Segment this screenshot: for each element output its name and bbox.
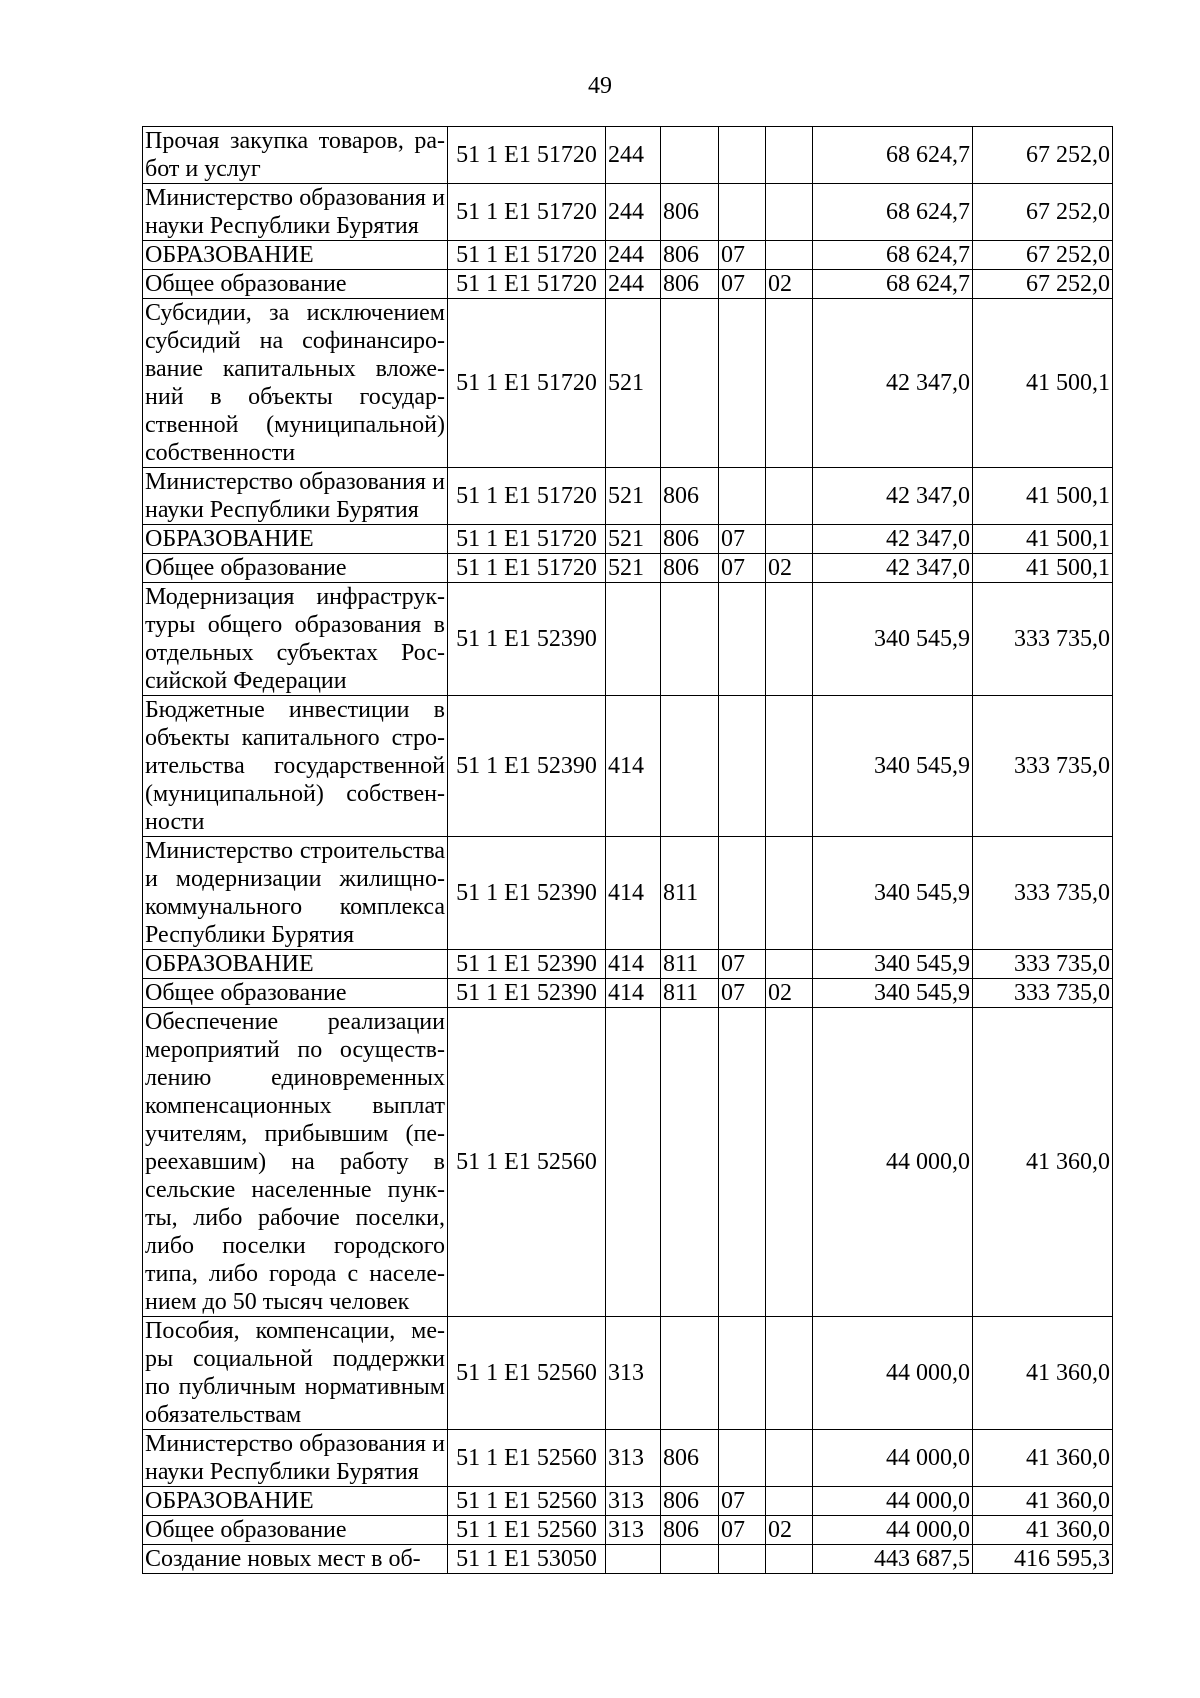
- section-code-cell: 07: [719, 1516, 766, 1545]
- table-row: [143, 184, 1113, 241]
- target-article-code-cell: 51 1 E1 52560: [448, 1430, 606, 1487]
- subsection-code-cell: 02: [766, 554, 813, 583]
- section-code-cell: [719, 184, 766, 241]
- table-row: [143, 1317, 1113, 1430]
- amount-year-2-cell: 41 500,1: [973, 554, 1113, 583]
- amount-year-1-cell: 68 624,7: [813, 270, 973, 299]
- table-row: [143, 1487, 1113, 1516]
- subsection-code-cell: [766, 468, 813, 525]
- row-name-cell: Министерство образования и науки Республики Бурятия: [143, 1430, 448, 1487]
- amount-year-2-cell: 67 252,0: [973, 241, 1113, 270]
- amount-year-1-cell: 340 545,9: [813, 696, 973, 837]
- section-code-cell: [719, 1545, 766, 1574]
- target-article-code-cell: 51 1 E1 52560: [448, 1317, 606, 1430]
- amount-year-1-cell: 42 347,0: [813, 468, 973, 525]
- row-name-cell: Бюджетные инвестиции в объекты капитального строительства государственной (муниципальной) собственности: [143, 696, 448, 837]
- target-article-code-cell: 51 1 E1 52390: [448, 979, 606, 1008]
- target-article-code-cell: 51 1 E1 52560: [448, 1516, 606, 1545]
- target-article-code-cell: 51 1 E1 51720: [448, 184, 606, 241]
- department-code-cell: 806: [661, 241, 719, 270]
- subsection-code-cell: 02: [766, 270, 813, 299]
- amount-year-1-cell: 44 000,0: [813, 1008, 973, 1317]
- subsection-code-cell: [766, 1545, 813, 1574]
- row-name-cell: Министерство образования и науки Республики Бурятия: [143, 184, 448, 241]
- section-code-cell: 07: [719, 270, 766, 299]
- department-code-cell: 806: [661, 184, 719, 241]
- amount-year-2-cell: 41 360,0: [973, 1008, 1113, 1317]
- table-row: [143, 979, 1113, 1008]
- expense-type-code-cell: 521: [606, 468, 661, 525]
- amount-year-1-cell: 340 545,9: [813, 950, 973, 979]
- subsection-code-cell: [766, 1317, 813, 1430]
- row-name-cell: Общее образование: [143, 979, 448, 1008]
- department-code-cell: 806: [661, 554, 719, 583]
- section-code-cell: 07: [719, 241, 766, 270]
- amount-year-1-cell: 443 687,5: [813, 1545, 973, 1574]
- amount-year-1-cell: 42 347,0: [813, 554, 973, 583]
- table-body: [143, 127, 1113, 1574]
- target-article-code-cell: 51 1 E1 53050: [448, 1545, 606, 1574]
- section-code-cell: 07: [719, 525, 766, 554]
- table-row: [143, 583, 1113, 696]
- table-row: [143, 299, 1113, 468]
- expense-type-code-cell: [606, 1545, 661, 1574]
- target-article-code-cell: 51 1 E1 52390: [448, 950, 606, 979]
- amount-year-2-cell: 41 500,1: [973, 525, 1113, 554]
- table-row: [143, 837, 1113, 950]
- section-code-cell: 07: [719, 1487, 766, 1516]
- section-code-cell: [719, 583, 766, 696]
- target-article-code-cell: 51 1 E1 52560: [448, 1008, 606, 1317]
- budget-table: [142, 126, 1113, 1574]
- table-row: [143, 1516, 1113, 1545]
- amount-year-2-cell: 41 500,1: [973, 468, 1113, 525]
- department-code-cell: [661, 127, 719, 184]
- subsection-code-cell: [766, 127, 813, 184]
- target-article-code-cell: 51 1 E1 51720: [448, 299, 606, 468]
- target-article-code-cell: 51 1 E1 52560: [448, 1487, 606, 1516]
- table-row: [143, 241, 1113, 270]
- amount-year-1-cell: 42 347,0: [813, 525, 973, 554]
- department-code-cell: 806: [661, 1430, 719, 1487]
- amount-year-1-cell: 340 545,9: [813, 837, 973, 950]
- expense-type-code-cell: 414: [606, 837, 661, 950]
- amount-year-2-cell: 67 252,0: [973, 184, 1113, 241]
- department-code-cell: [661, 299, 719, 468]
- subsection-code-cell: [766, 583, 813, 696]
- subsection-code-cell: [766, 837, 813, 950]
- section-code-cell: [719, 696, 766, 837]
- amount-year-1-cell: 68 624,7: [813, 241, 973, 270]
- amount-year-1-cell: 340 545,9: [813, 583, 973, 696]
- section-code-cell: [719, 1430, 766, 1487]
- section-code-cell: 07: [719, 950, 766, 979]
- department-code-cell: [661, 1317, 719, 1430]
- target-article-code-cell: 51 1 E1 51720: [448, 270, 606, 299]
- expense-type-code-cell: 521: [606, 525, 661, 554]
- amount-year-2-cell: 333 735,0: [973, 837, 1113, 950]
- row-name-cell: Общее образование: [143, 554, 448, 583]
- amount-year-2-cell: 41 500,1: [973, 299, 1113, 468]
- amount-year-1-cell: 340 545,9: [813, 979, 973, 1008]
- row-name-cell: ОБРАЗОВАНИЕ: [143, 1487, 448, 1516]
- expense-type-code-cell: 521: [606, 299, 661, 468]
- expense-type-code-cell: [606, 583, 661, 696]
- subsection-code-cell: [766, 241, 813, 270]
- expense-type-code-cell: [606, 1008, 661, 1317]
- target-article-code-cell: 51 1 E1 51720: [448, 468, 606, 525]
- amount-year-2-cell: 41 360,0: [973, 1516, 1113, 1545]
- expense-type-code-cell: 313: [606, 1430, 661, 1487]
- department-code-cell: 806: [661, 525, 719, 554]
- target-article-code-cell: 51 1 E1 52390: [448, 837, 606, 950]
- target-article-code-cell: 51 1 E1 51720: [448, 127, 606, 184]
- amount-year-1-cell: 44 000,0: [813, 1430, 973, 1487]
- expense-type-code-cell: 313: [606, 1516, 661, 1545]
- section-code-cell: [719, 299, 766, 468]
- subsection-code-cell: [766, 696, 813, 837]
- expense-type-code-cell: 313: [606, 1317, 661, 1430]
- row-name-cell: Обеспечение реализации мероприятий по осуществлению единовременных компенсационных выплат учителям, прибывшим (переехавшим) на работу в сельские населенные пункты, либо рабочие поселки, либо поселки городского типа, либо города с населением до 50 тысяч человек: [143, 1008, 448, 1317]
- amount-year-2-cell: 416 595,3: [973, 1545, 1113, 1574]
- row-name-cell: Прочая закупка товаров, работ и услуг: [143, 127, 448, 184]
- expense-type-code-cell: 521: [606, 554, 661, 583]
- section-code-cell: [719, 1317, 766, 1430]
- section-code-cell: [719, 127, 766, 184]
- section-code-cell: [719, 1008, 766, 1317]
- target-article-code-cell: 51 1 E1 52390: [448, 583, 606, 696]
- subsection-code-cell: [766, 1430, 813, 1487]
- expense-type-code-cell: 244: [606, 127, 661, 184]
- section-code-cell: 07: [719, 554, 766, 583]
- table-row: [143, 127, 1113, 184]
- row-name-cell: ОБРАЗОВАНИЕ: [143, 950, 448, 979]
- subsection-code-cell: [766, 1008, 813, 1317]
- subsection-code-cell: [766, 299, 813, 468]
- target-article-code-cell: 51 1 E1 51720: [448, 525, 606, 554]
- row-name-cell: Субсидии, за исключением субсидий на софинансирование капитальных вложений в объекты государственной (муниципальной) собственности: [143, 299, 448, 468]
- subsection-code-cell: 02: [766, 979, 813, 1008]
- amount-year-1-cell: 44 000,0: [813, 1516, 973, 1545]
- amount-year-1-cell: 68 624,7: [813, 127, 973, 184]
- table-row: [143, 525, 1113, 554]
- department-code-cell: 806: [661, 1487, 719, 1516]
- amount-year-1-cell: 68 624,7: [813, 184, 973, 241]
- amount-year-1-cell: 44 000,0: [813, 1317, 973, 1430]
- amount-year-2-cell: 67 252,0: [973, 270, 1113, 299]
- amount-year-1-cell: 42 347,0: [813, 299, 973, 468]
- table-row: [143, 1008, 1113, 1317]
- amount-year-2-cell: 333 735,0: [973, 950, 1113, 979]
- target-article-code-cell: 51 1 E1 51720: [448, 554, 606, 583]
- department-code-cell: 811: [661, 979, 719, 1008]
- row-name-cell: Модернизация инфраструктуры общего образования в отдельных субъектах Российской Федерации: [143, 583, 448, 696]
- amount-year-2-cell: 41 360,0: [973, 1487, 1113, 1516]
- department-code-cell: [661, 1545, 719, 1574]
- table-row: [143, 696, 1113, 837]
- department-code-cell: 806: [661, 270, 719, 299]
- row-name-cell: Пособия, компенсации, меры социальной поддержки по публичным нормативным обязательствам: [143, 1317, 448, 1430]
- amount-year-2-cell: 333 735,0: [973, 696, 1113, 837]
- expense-type-code-cell: 414: [606, 950, 661, 979]
- subsection-code-cell: [766, 184, 813, 241]
- department-code-cell: [661, 1008, 719, 1317]
- subsection-code-cell: 02: [766, 1516, 813, 1545]
- expense-type-code-cell: 244: [606, 241, 661, 270]
- expense-type-code-cell: 313: [606, 1487, 661, 1516]
- table-row: [143, 554, 1113, 583]
- row-name-cell: Министерство строительства и модернизации жилищно-коммунального комплекса Республики Бурятия: [143, 837, 448, 950]
- table-row: [143, 1545, 1113, 1574]
- department-code-cell: [661, 583, 719, 696]
- target-article-code-cell: 51 1 E1 52390: [448, 696, 606, 837]
- amount-year-1-cell: 44 000,0: [813, 1487, 973, 1516]
- subsection-code-cell: [766, 1487, 813, 1516]
- amount-year-2-cell: 41 360,0: [973, 1430, 1113, 1487]
- department-code-cell: 806: [661, 1516, 719, 1545]
- department-code-cell: [661, 696, 719, 837]
- row-name-cell: Создание новых мест в об-: [143, 1545, 448, 1574]
- amount-year-2-cell: 333 735,0: [973, 583, 1113, 696]
- expense-type-code-cell: 414: [606, 696, 661, 837]
- section-code-cell: 07: [719, 979, 766, 1008]
- amount-year-2-cell: 333 735,0: [973, 979, 1113, 1008]
- table-row: [143, 468, 1113, 525]
- department-code-cell: 811: [661, 837, 719, 950]
- subsection-code-cell: [766, 950, 813, 979]
- department-code-cell: 806: [661, 468, 719, 525]
- amount-year-2-cell: 41 360,0: [973, 1317, 1113, 1430]
- table-row: [143, 1430, 1113, 1487]
- table-row: [143, 950, 1113, 979]
- row-name-cell: Общее образование: [143, 270, 448, 299]
- department-code-cell: 811: [661, 950, 719, 979]
- expense-type-code-cell: 414: [606, 979, 661, 1008]
- row-name-cell: ОБРАЗОВАНИЕ: [143, 525, 448, 554]
- page-number: 49: [588, 73, 612, 99]
- section-code-cell: [719, 468, 766, 525]
- subsection-code-cell: [766, 525, 813, 554]
- row-name-cell: ОБРАЗОВАНИЕ: [143, 241, 448, 270]
- table-row: [143, 270, 1113, 299]
- row-name-cell: Общее образование: [143, 1516, 448, 1545]
- expense-type-code-cell: 244: [606, 270, 661, 299]
- expense-type-code-cell: 244: [606, 184, 661, 241]
- amount-year-2-cell: 67 252,0: [973, 127, 1113, 184]
- target-article-code-cell: 51 1 E1 51720: [448, 241, 606, 270]
- row-name-cell: Министерство образования и науки Республики Бурятия: [143, 468, 448, 525]
- section-code-cell: [719, 837, 766, 950]
